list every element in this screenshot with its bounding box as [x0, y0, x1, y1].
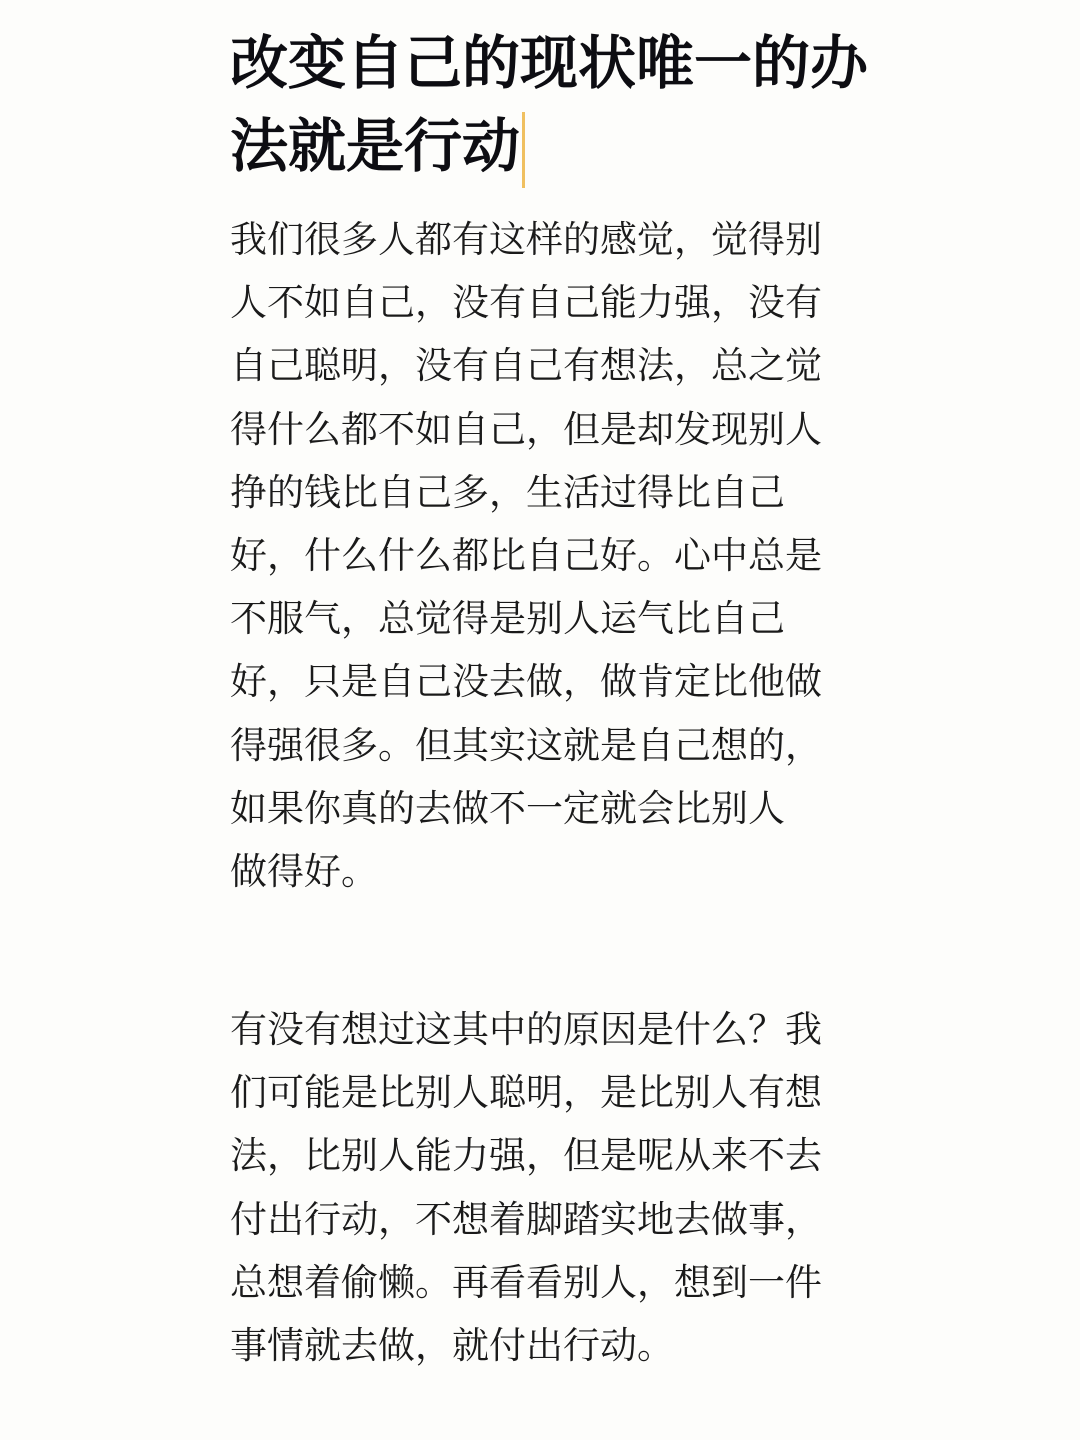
- text-line: 事情就去做，就付出行动。: [230, 1324, 674, 1368]
- title-line-2: [230, 105, 870, 188]
- text-cursor: [522, 112, 525, 188]
- text-line: 总想着偷懒。再看看别人，想到一件: [230, 1260, 822, 1304]
- text-line: 不服气，总觉得是别人运气比自己: [230, 597, 785, 641]
- text-line: 我们很多人都有这样的感觉，觉得别: [230, 218, 822, 261]
- text-line: 付出行动，不想着脚踏实地去做事，: [230, 1197, 822, 1241]
- text-line: 们可能是比别人聪明，是比别人有想: [230, 1071, 822, 1115]
- paragraph-1: [230, 208, 870, 903]
- title-line-text: 法就是行动: [230, 112, 521, 180]
- text-line: 法，比别人能力强，但是呢从来不去: [230, 1134, 822, 1178]
- text-line: 得强很多。但其实这就是自己想的，: [230, 723, 822, 767]
- text-line: 如果你真的去做不一定就会比别人: [230, 786, 785, 830]
- title-line: 改变自己的现状唯一的办: [230, 29, 869, 97]
- text-line: 好，只是自己没去做，做肯定比他做: [230, 660, 822, 704]
- article-title: [230, 22, 870, 188]
- text-line: 挣的钱比自己多，生活过得比自己: [230, 470, 785, 514]
- text-line: 做得好。: [230, 850, 378, 894]
- text-line: 自己聪明，没有自己有想法，总之觉: [230, 344, 822, 388]
- text-line: 得什么都不如自己，但是却发现别人: [230, 407, 822, 451]
- text-line: 人不如自己，没有自己能力强，没有: [230, 281, 822, 325]
- paragraph-2: [230, 998, 870, 1377]
- text-line: 好，什么什么都比自己好。心中总是: [230, 534, 822, 578]
- text-line: 有没有想过这其中的原因是什么？我: [230, 1008, 822, 1051]
